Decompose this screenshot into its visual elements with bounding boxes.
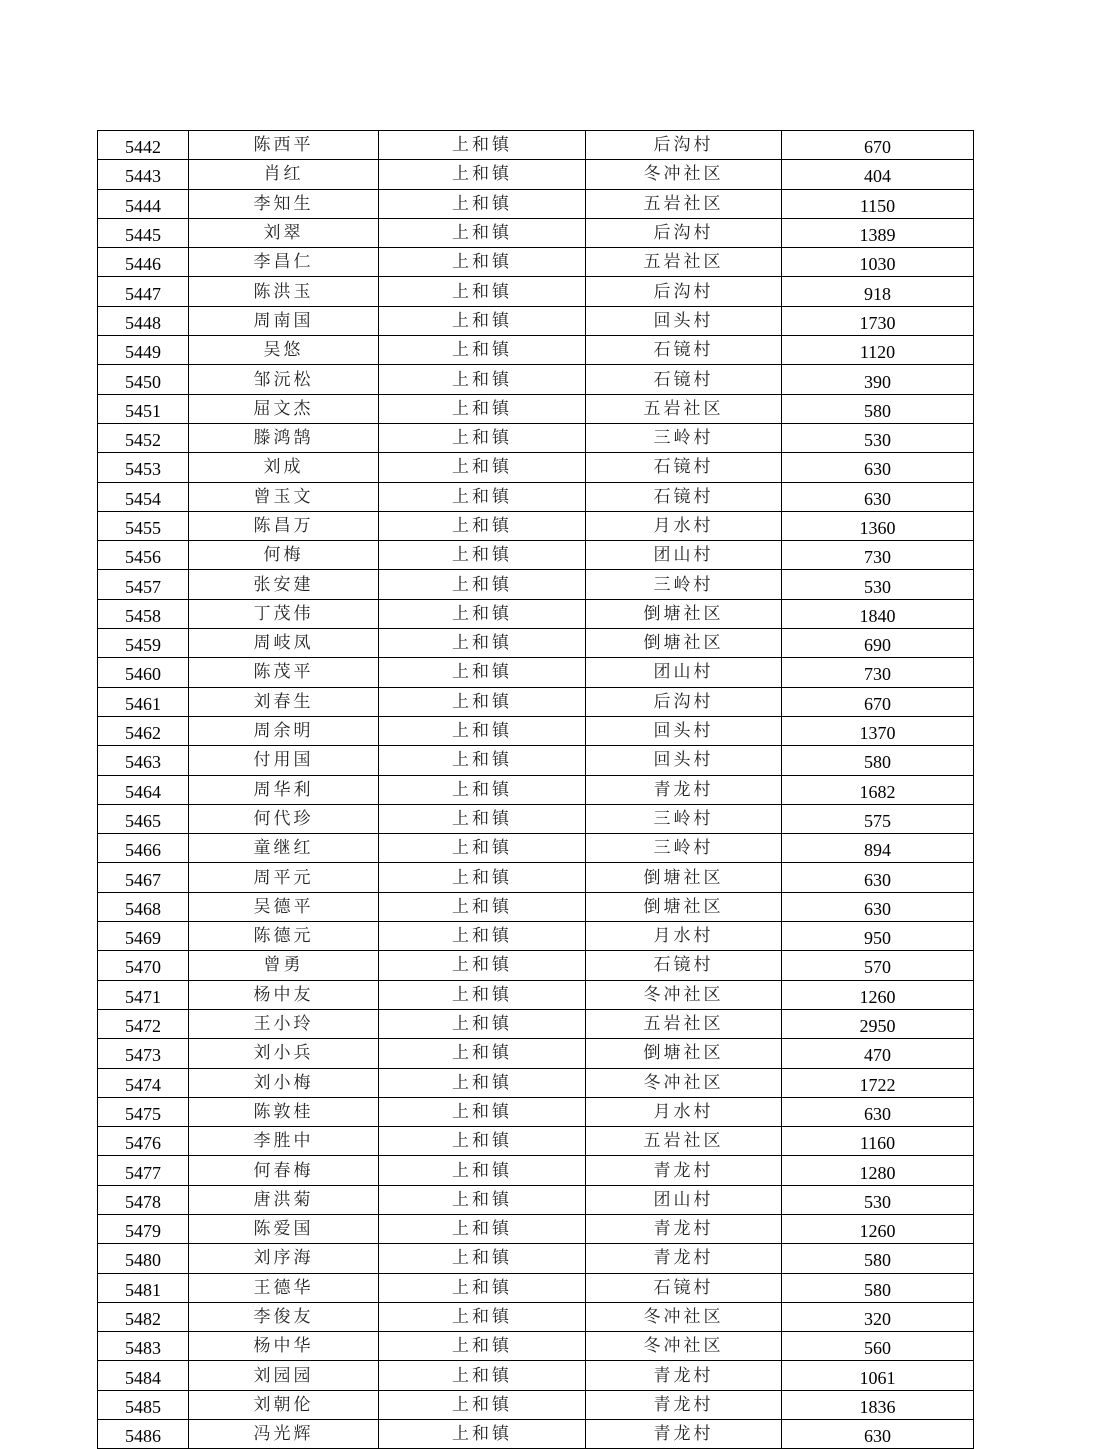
table-row	[98, 1039, 974, 1068]
table-row	[98, 863, 974, 892]
table-row	[98, 746, 974, 775]
town-cell: 上和镇	[379, 1420, 586, 1449]
person-name-cell: 张安建	[189, 570, 379, 599]
amount-cell: 560	[782, 1332, 974, 1361]
table-row	[98, 336, 974, 365]
town-cell: 上和镇	[379, 863, 586, 892]
table-row	[98, 306, 974, 335]
town-cell: 上和镇	[379, 775, 586, 804]
town-cell: 上和镇	[379, 1097, 586, 1126]
amount-cell: 530	[782, 423, 974, 452]
row-number-cell: 5465	[98, 804, 189, 833]
row-number-cell: 5484	[98, 1361, 189, 1390]
person-name-cell: 吴德平	[189, 892, 379, 921]
person-name-cell: 李俊友	[189, 1302, 379, 1331]
person-name-cell: 刘园园	[189, 1361, 379, 1390]
town-cell: 上和镇	[379, 1127, 586, 1156]
table-row	[98, 423, 974, 452]
table-row	[98, 716, 974, 745]
table-row	[98, 541, 974, 570]
village-cell: 石镜村	[586, 453, 782, 482]
table-row	[98, 922, 974, 951]
town-cell: 上和镇	[379, 629, 586, 658]
row-number-cell: 5462	[98, 716, 189, 745]
row-number-cell: 5456	[98, 541, 189, 570]
row-number-cell: 5454	[98, 482, 189, 511]
row-number-cell: 5443	[98, 160, 189, 189]
table-row	[98, 629, 974, 658]
table-row	[98, 951, 974, 980]
village-cell: 冬冲社区	[586, 1332, 782, 1361]
row-number-cell: 5480	[98, 1244, 189, 1273]
person-name-cell: 杨中华	[189, 1332, 379, 1361]
town-cell: 上和镇	[379, 277, 586, 306]
village-cell: 石镜村	[586, 951, 782, 980]
table-row	[98, 1420, 974, 1449]
row-number-cell: 5467	[98, 863, 189, 892]
person-name-cell: 滕鸿鹄	[189, 423, 379, 452]
town-cell: 上和镇	[379, 951, 586, 980]
amount-cell: 390	[782, 365, 974, 394]
person-name-cell: 冯光辉	[189, 1420, 379, 1449]
amount-cell: 1061	[782, 1361, 974, 1390]
person-name-cell: 杨中友	[189, 980, 379, 1009]
town-cell: 上和镇	[379, 1185, 586, 1214]
row-number-cell: 5460	[98, 658, 189, 687]
row-number-cell: 5475	[98, 1097, 189, 1126]
person-name-cell: 邹沅松	[189, 365, 379, 394]
row-number-cell: 5478	[98, 1185, 189, 1214]
village-cell: 月水村	[586, 511, 782, 540]
table-row	[98, 687, 974, 716]
village-cell: 回头村	[586, 716, 782, 745]
village-cell: 石镜村	[586, 482, 782, 511]
town-cell: 上和镇	[379, 1244, 586, 1273]
row-number-cell: 5459	[98, 629, 189, 658]
row-number-cell: 5473	[98, 1039, 189, 1068]
person-name-cell: 李知生	[189, 189, 379, 218]
amount-cell: 530	[782, 570, 974, 599]
table-row	[98, 775, 974, 804]
row-number-cell: 5471	[98, 980, 189, 1009]
town-cell: 上和镇	[379, 306, 586, 335]
row-number-cell: 5450	[98, 365, 189, 394]
amount-cell: 580	[782, 1273, 974, 1302]
row-number-cell: 5472	[98, 1009, 189, 1038]
person-name-cell: 李昌仁	[189, 248, 379, 277]
person-name-cell: 周平元	[189, 863, 379, 892]
town-cell: 上和镇	[379, 248, 586, 277]
town-cell: 上和镇	[379, 511, 586, 540]
amount-cell: 1280	[782, 1156, 974, 1185]
town-cell: 上和镇	[379, 1214, 586, 1243]
table-row	[98, 511, 974, 540]
village-cell: 冬冲社区	[586, 1068, 782, 1097]
amount-cell: 580	[782, 1244, 974, 1273]
person-name-cell: 何梅	[189, 541, 379, 570]
table-row	[98, 160, 974, 189]
person-name-cell: 童继红	[189, 834, 379, 863]
town-cell: 上和镇	[379, 131, 586, 160]
village-cell: 倒塘社区	[586, 892, 782, 921]
table-row	[98, 394, 974, 423]
amount-cell: 1360	[782, 511, 974, 540]
person-name-cell: 吴悠	[189, 336, 379, 365]
town-cell: 上和镇	[379, 746, 586, 775]
person-name-cell: 屈文杰	[189, 394, 379, 423]
village-cell: 团山村	[586, 658, 782, 687]
table-body	[98, 131, 974, 1449]
town-cell: 上和镇	[379, 336, 586, 365]
row-number-cell: 5476	[98, 1127, 189, 1156]
town-cell: 上和镇	[379, 541, 586, 570]
table-row	[98, 1302, 974, 1331]
amount-cell: 1160	[782, 1127, 974, 1156]
amount-cell: 580	[782, 394, 974, 423]
town-cell: 上和镇	[379, 1009, 586, 1038]
table-row	[98, 1273, 974, 1302]
person-name-cell: 王德华	[189, 1273, 379, 1302]
row-number-cell: 5458	[98, 599, 189, 628]
person-name-cell: 刘序海	[189, 1244, 379, 1273]
row-number-cell: 5483	[98, 1332, 189, 1361]
village-cell: 青龙村	[586, 775, 782, 804]
village-cell: 冬冲社区	[586, 1302, 782, 1331]
village-cell: 五岩社区	[586, 1009, 782, 1038]
table-row	[98, 189, 974, 218]
amount-cell: 630	[782, 892, 974, 921]
row-number-cell: 5486	[98, 1420, 189, 1449]
table-row	[98, 1185, 974, 1214]
amount-cell: 730	[782, 658, 974, 687]
table-row	[98, 1156, 974, 1185]
village-cell: 五岩社区	[586, 189, 782, 218]
village-cell: 倒塘社区	[586, 599, 782, 628]
person-name-cell: 陈爱国	[189, 1214, 379, 1243]
person-name-cell: 周华利	[189, 775, 379, 804]
row-number-cell: 5463	[98, 746, 189, 775]
table-row	[98, 980, 974, 1009]
village-cell: 三岭村	[586, 834, 782, 863]
amount-cell: 404	[782, 160, 974, 189]
amount-cell: 530	[782, 1185, 974, 1214]
town-cell: 上和镇	[379, 570, 586, 599]
amount-cell: 690	[782, 629, 974, 658]
person-name-cell: 曾玉文	[189, 482, 379, 511]
person-name-cell: 刘朝伦	[189, 1390, 379, 1419]
amount-cell: 1389	[782, 218, 974, 247]
amount-cell: 1836	[782, 1390, 974, 1419]
amount-cell: 575	[782, 804, 974, 833]
amount-cell: 470	[782, 1039, 974, 1068]
table-row	[98, 1244, 974, 1273]
village-cell: 石镜村	[586, 365, 782, 394]
row-number-cell: 5447	[98, 277, 189, 306]
amount-cell: 1722	[782, 1068, 974, 1097]
person-name-cell: 李胜中	[189, 1127, 379, 1156]
village-cell: 青龙村	[586, 1361, 782, 1390]
person-name-cell: 周余明	[189, 716, 379, 745]
town-cell: 上和镇	[379, 687, 586, 716]
village-cell: 后沟村	[586, 277, 782, 306]
table-row	[98, 804, 974, 833]
person-name-cell: 曾勇	[189, 951, 379, 980]
person-name-cell: 唐洪菊	[189, 1185, 379, 1214]
town-cell: 上和镇	[379, 160, 586, 189]
town-cell: 上和镇	[379, 1156, 586, 1185]
town-cell: 上和镇	[379, 423, 586, 452]
town-cell: 上和镇	[379, 892, 586, 921]
person-name-cell: 付用国	[189, 746, 379, 775]
town-cell: 上和镇	[379, 1390, 586, 1419]
amount-cell: 1260	[782, 980, 974, 1009]
person-name-cell: 陈德元	[189, 922, 379, 951]
row-number-cell: 5453	[98, 453, 189, 482]
table-row	[98, 365, 974, 394]
row-number-cell: 5479	[98, 1214, 189, 1243]
table-row	[98, 131, 974, 160]
village-cell: 回头村	[586, 746, 782, 775]
row-number-cell: 5482	[98, 1302, 189, 1331]
row-number-cell: 5449	[98, 336, 189, 365]
row-number-cell: 5485	[98, 1390, 189, 1419]
village-cell: 三岭村	[586, 804, 782, 833]
table-row	[98, 834, 974, 863]
table-row	[98, 599, 974, 628]
town-cell: 上和镇	[379, 1273, 586, 1302]
town-cell: 上和镇	[379, 218, 586, 247]
village-cell: 月水村	[586, 922, 782, 951]
village-cell: 后沟村	[586, 131, 782, 160]
table-row	[98, 892, 974, 921]
row-number-cell: 5442	[98, 131, 189, 160]
town-cell: 上和镇	[379, 453, 586, 482]
row-number-cell: 5468	[98, 892, 189, 921]
village-cell: 冬冲社区	[586, 160, 782, 189]
row-number-cell: 5444	[98, 189, 189, 218]
amount-cell: 670	[782, 687, 974, 716]
person-name-cell: 刘翠	[189, 218, 379, 247]
town-cell: 上和镇	[379, 922, 586, 951]
village-cell: 石镜村	[586, 336, 782, 365]
person-name-cell: 刘春生	[189, 687, 379, 716]
row-number-cell: 5477	[98, 1156, 189, 1185]
village-cell: 青龙村	[586, 1390, 782, 1419]
amount-cell: 1370	[782, 716, 974, 745]
row-number-cell: 5466	[98, 834, 189, 863]
table-row	[98, 1009, 974, 1038]
subsidy-table	[97, 130, 974, 1449]
table-row	[98, 1127, 974, 1156]
village-cell: 团山村	[586, 1185, 782, 1214]
row-number-cell: 5452	[98, 423, 189, 452]
person-name-cell: 何代珍	[189, 804, 379, 833]
village-cell: 三岭村	[586, 423, 782, 452]
village-cell: 后沟村	[586, 687, 782, 716]
village-cell: 后沟村	[586, 218, 782, 247]
person-name-cell: 陈昌万	[189, 511, 379, 540]
amount-cell: 950	[782, 922, 974, 951]
town-cell: 上和镇	[379, 394, 586, 423]
table-row	[98, 1361, 974, 1390]
town-cell: 上和镇	[379, 1068, 586, 1097]
amount-cell: 630	[782, 1420, 974, 1449]
village-cell: 冬冲社区	[586, 980, 782, 1009]
village-cell: 三岭村	[586, 570, 782, 599]
person-name-cell: 肖红	[189, 160, 379, 189]
person-name-cell: 周岐凤	[189, 629, 379, 658]
town-cell: 上和镇	[379, 365, 586, 394]
amount-cell: 1840	[782, 599, 974, 628]
village-cell: 月水村	[586, 1097, 782, 1126]
table-row	[98, 1214, 974, 1243]
town-cell: 上和镇	[379, 599, 586, 628]
amount-cell: 630	[782, 482, 974, 511]
town-cell: 上和镇	[379, 482, 586, 511]
village-cell: 团山村	[586, 541, 782, 570]
row-number-cell: 5457	[98, 570, 189, 599]
amount-cell: 730	[782, 541, 974, 570]
row-number-cell: 5451	[98, 394, 189, 423]
person-name-cell: 刘成	[189, 453, 379, 482]
amount-cell: 630	[782, 863, 974, 892]
town-cell: 上和镇	[379, 804, 586, 833]
village-cell: 倒塘社区	[586, 629, 782, 658]
town-cell: 上和镇	[379, 189, 586, 218]
person-name-cell: 陈茂平	[189, 658, 379, 687]
table-row	[98, 277, 974, 306]
amount-cell: 1682	[782, 775, 974, 804]
row-number-cell: 5464	[98, 775, 189, 804]
village-cell: 倒塘社区	[586, 1039, 782, 1068]
table-row	[98, 248, 974, 277]
amount-cell: 580	[782, 746, 974, 775]
person-name-cell: 王小玲	[189, 1009, 379, 1038]
town-cell: 上和镇	[379, 834, 586, 863]
village-cell: 石镜村	[586, 1273, 782, 1302]
amount-cell: 630	[782, 1097, 974, 1126]
table-row	[98, 570, 974, 599]
table-row	[98, 1332, 974, 1361]
amount-cell: 1260	[782, 1214, 974, 1243]
person-name-cell: 刘小兵	[189, 1039, 379, 1068]
table-row	[98, 1390, 974, 1419]
amount-cell: 1120	[782, 336, 974, 365]
amount-cell: 570	[782, 951, 974, 980]
amount-cell: 2950	[782, 1009, 974, 1038]
amount-cell: 1030	[782, 248, 974, 277]
amount-cell: 1150	[782, 189, 974, 218]
row-number-cell: 5448	[98, 306, 189, 335]
row-number-cell: 5446	[98, 248, 189, 277]
person-name-cell: 刘小梅	[189, 1068, 379, 1097]
row-number-cell: 5481	[98, 1273, 189, 1302]
village-cell: 青龙村	[586, 1156, 782, 1185]
person-name-cell: 陈西平	[189, 131, 379, 160]
amount-cell: 1730	[782, 306, 974, 335]
town-cell: 上和镇	[379, 1332, 586, 1361]
person-name-cell: 陈敦桂	[189, 1097, 379, 1126]
person-name-cell: 何春梅	[189, 1156, 379, 1185]
table-row	[98, 1068, 974, 1097]
amount-cell: 670	[782, 131, 974, 160]
row-number-cell: 5470	[98, 951, 189, 980]
amount-cell: 918	[782, 277, 974, 306]
town-cell: 上和镇	[379, 980, 586, 1009]
table-row	[98, 482, 974, 511]
person-name-cell: 丁茂伟	[189, 599, 379, 628]
row-number-cell: 5445	[98, 218, 189, 247]
village-cell: 青龙村	[586, 1214, 782, 1243]
amount-cell: 320	[782, 1302, 974, 1331]
village-cell: 五岩社区	[586, 1127, 782, 1156]
village-cell: 五岩社区	[586, 394, 782, 423]
town-cell: 上和镇	[379, 716, 586, 745]
row-number-cell: 5474	[98, 1068, 189, 1097]
village-cell: 五岩社区	[586, 248, 782, 277]
person-name-cell: 周南国	[189, 306, 379, 335]
village-cell: 回头村	[586, 306, 782, 335]
town-cell: 上和镇	[379, 1302, 586, 1331]
town-cell: 上和镇	[379, 1361, 586, 1390]
village-cell: 倒塘社区	[586, 863, 782, 892]
row-number-cell: 5461	[98, 687, 189, 716]
town-cell: 上和镇	[379, 1039, 586, 1068]
row-number-cell: 5455	[98, 511, 189, 540]
amount-cell: 630	[782, 453, 974, 482]
town-cell: 上和镇	[379, 658, 586, 687]
person-name-cell: 陈洪玉	[189, 277, 379, 306]
table-row	[98, 1097, 974, 1126]
village-cell: 青龙村	[586, 1420, 782, 1449]
table-row	[98, 218, 974, 247]
amount-cell: 894	[782, 834, 974, 863]
row-number-cell: 5469	[98, 922, 189, 951]
table-row	[98, 658, 974, 687]
table-row	[98, 453, 974, 482]
village-cell: 青龙村	[586, 1244, 782, 1273]
